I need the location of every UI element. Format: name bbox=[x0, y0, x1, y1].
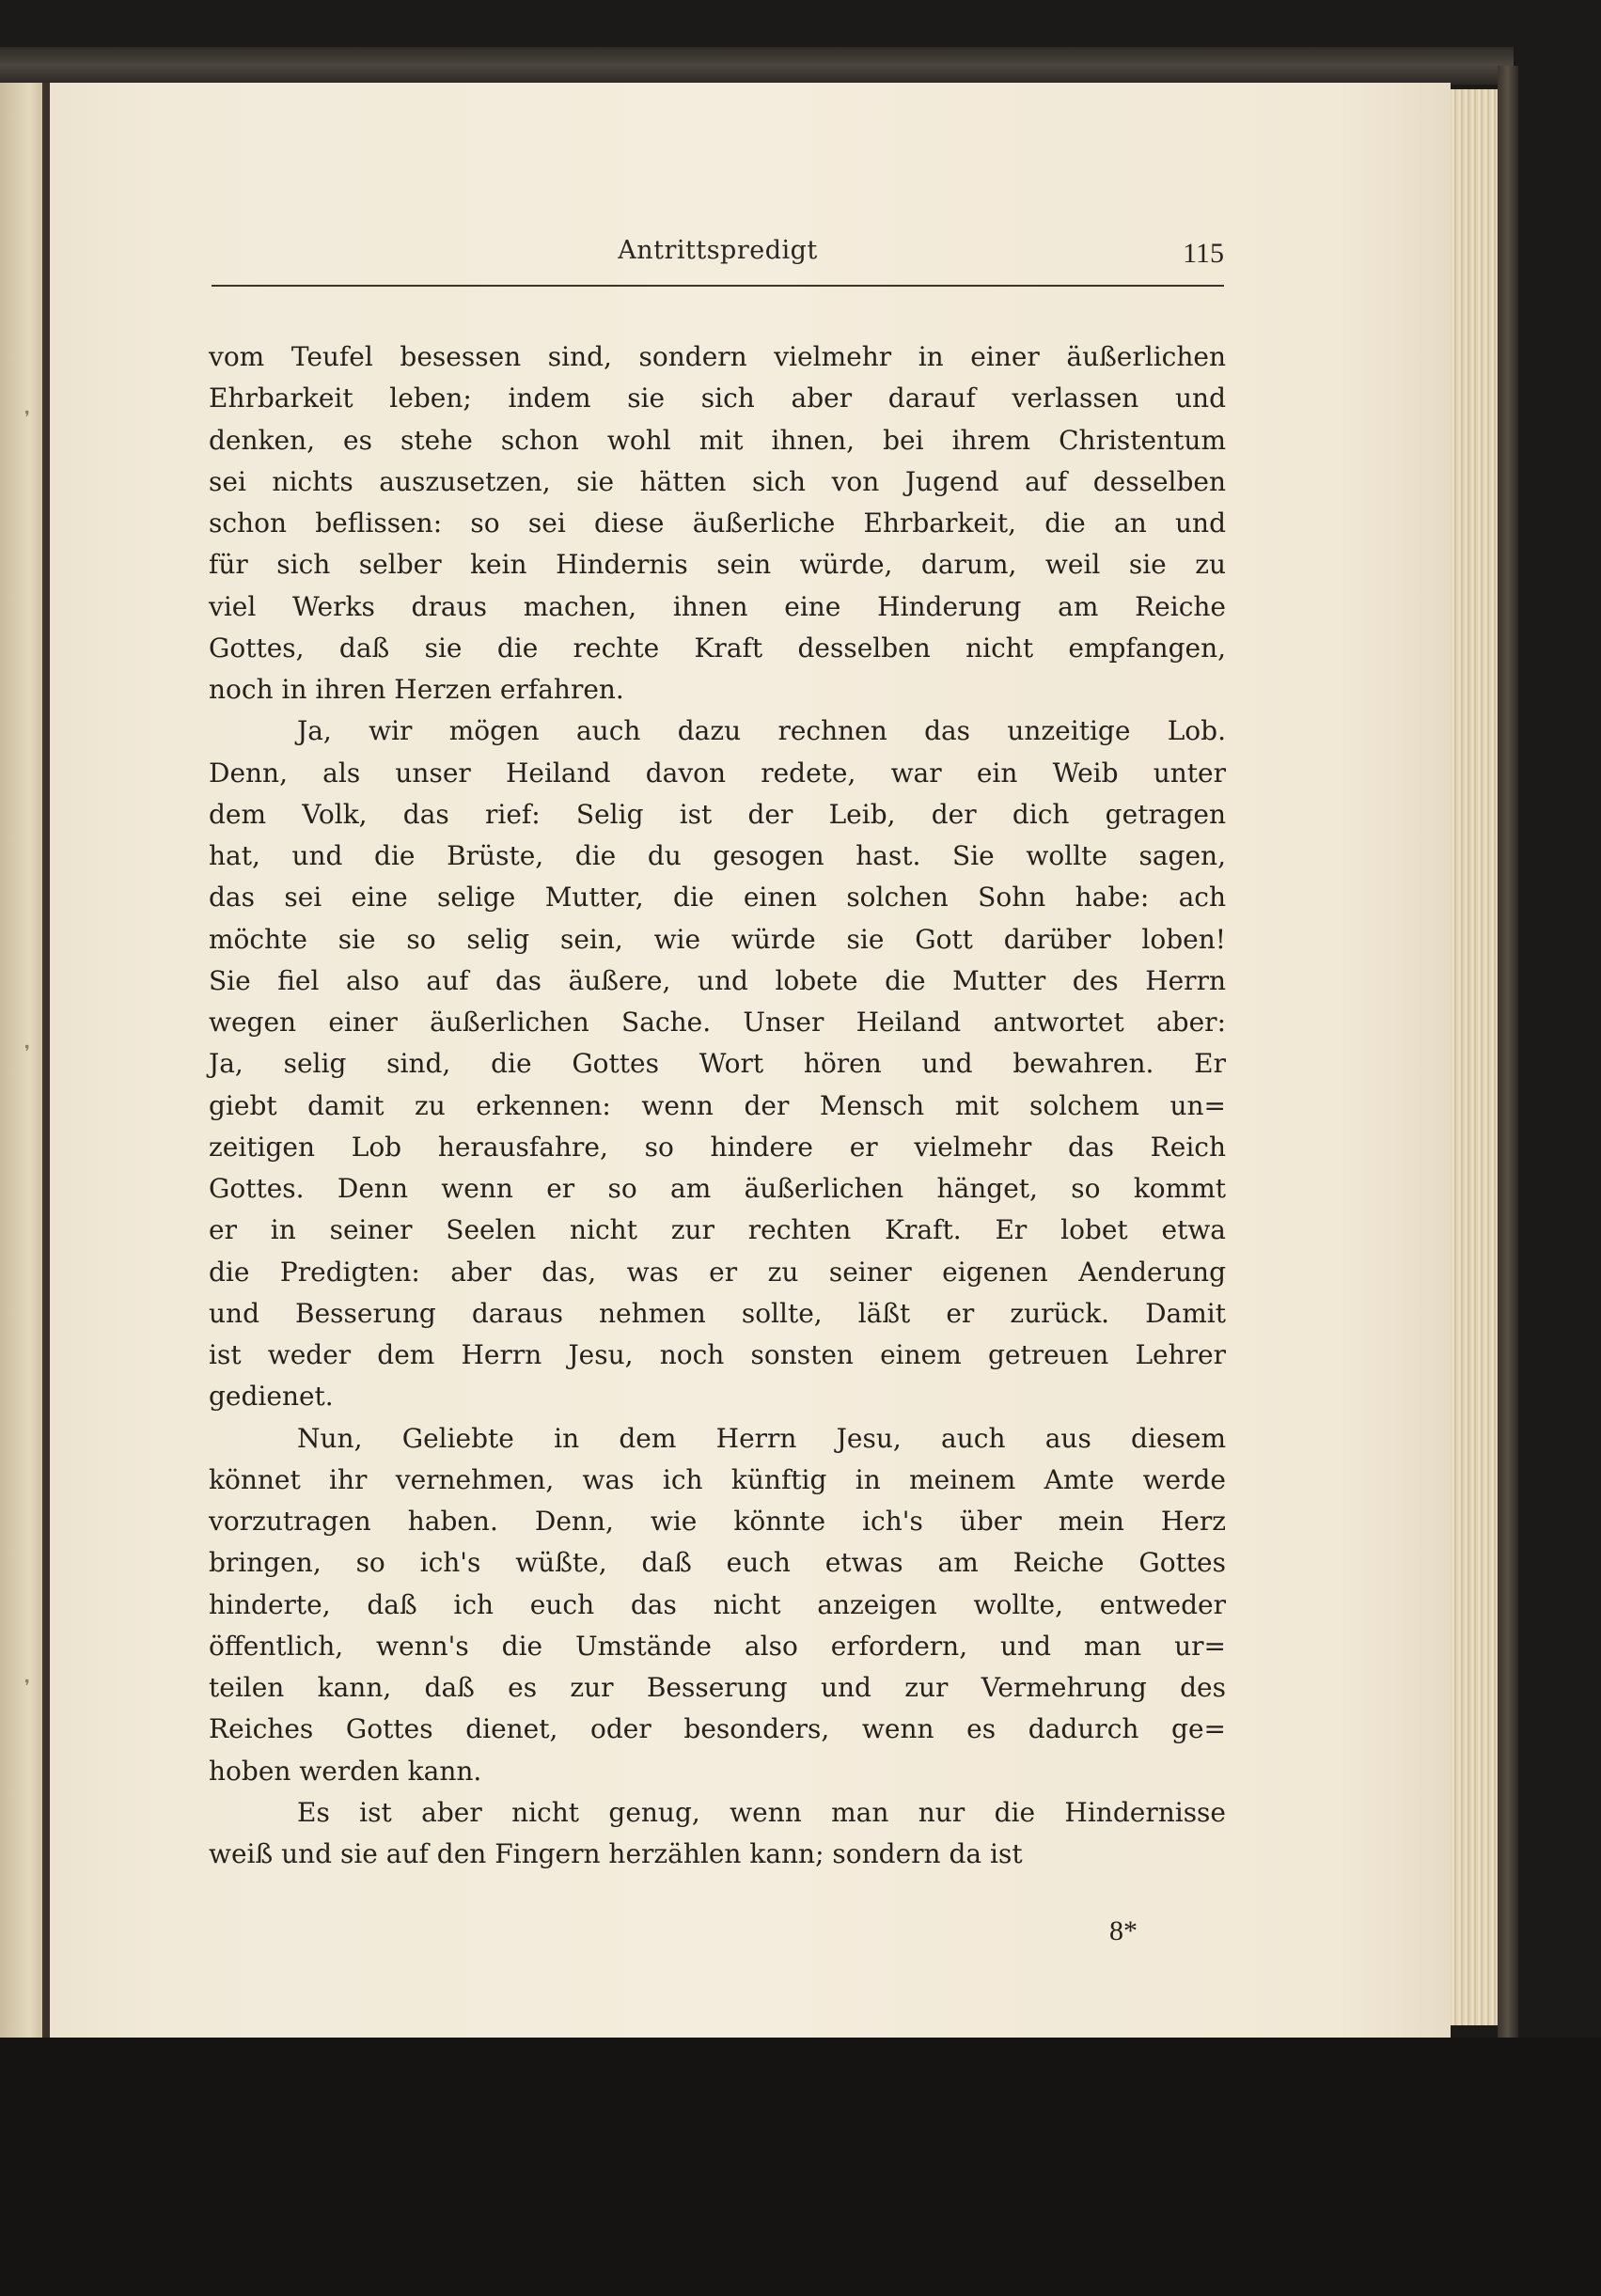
text-line: die Predigten: aber das, was er zu seiner eigenen Aenderung bbox=[209, 1256, 1226, 1288]
paragraph bbox=[209, 336, 1226, 711]
text-line: Gottes. Denn wenn er so am äußerlichen hänget, so kommt bbox=[209, 1173, 1226, 1204]
text-line: Denn, als unser Heiland davon redete, war ein Weib unter bbox=[209, 757, 1226, 789]
text-line: möchte sie so selig sein, wie würde sie Gott darüber loben! bbox=[209, 923, 1226, 955]
text-line: er in seiner Seelen nicht zur rechten Kraft. Er lobet etwa bbox=[209, 1214, 1226, 1246]
book-cover-edge bbox=[1498, 66, 1518, 2049]
running-title: Antrittspredigt bbox=[618, 236, 818, 265]
text-line: Ehrbarkeit leben; indem sie sich aber darauf verlassen und bbox=[209, 383, 1226, 414]
page-number: 115 bbox=[1183, 238, 1224, 269]
body-text bbox=[209, 336, 1226, 1875]
text-line: gedienet. bbox=[209, 1381, 334, 1413]
text-line: zeitigen Lob herausfahre, so hindere er vielmehr das Reich bbox=[209, 1131, 1226, 1163]
text-line: wegen einer äußerlichen Sache. Unser Heiland antwortet aber: bbox=[209, 1007, 1226, 1038]
text-line: und Besserung daraus nehmen sollte, läßt er zurück. Damit bbox=[209, 1297, 1226, 1329]
text-line: giebt damit zu erkennen: wenn der Mensch mit solchem un= bbox=[209, 1089, 1226, 1121]
text-line: hinderte, daß ich euch das nicht anzeigen wollte, entweder bbox=[209, 1588, 1226, 1620]
page-stack-edges bbox=[1451, 89, 1498, 2025]
binding-thread-mark: ❜ bbox=[24, 1677, 30, 1696]
scan-top-edge bbox=[0, 47, 1514, 85]
text-line: vorzutragen haben. Denn, wie könnte ich's über mein Herz bbox=[209, 1506, 1226, 1537]
text-line: öffentlich, wenn's die Umstände also erfordern, und man ur= bbox=[209, 1630, 1226, 1662]
text-line: Sie fiel also auf das äußere, und lobete die Mutter des Herrn bbox=[209, 964, 1226, 996]
text-line: noch in ihren Herzen erfahren. bbox=[209, 674, 624, 705]
paragraph bbox=[209, 711, 1226, 1417]
text-line: bringen, so ich's wüßte, daß euch etwas am Reiche Gottes bbox=[209, 1547, 1226, 1579]
signature-mark: 8* bbox=[1109, 1915, 1138, 1946]
text-line: weiß und sie auf den Fingern herzählen kann; sondern da ist bbox=[209, 1838, 1023, 1869]
text-line: vom Teufel besessen sind, sondern vielmehr in einer äußerlichen bbox=[209, 341, 1226, 372]
text-line: hat, und die Brüste, die du gesogen hast. Sie wollte sagen, bbox=[209, 840, 1226, 871]
binding-thread-mark: ❜ bbox=[24, 1042, 30, 1062]
facing-page-edge bbox=[0, 83, 42, 2038]
scan-bottom-edge bbox=[0, 2038, 1601, 2296]
text-line: Ja, selig sind, die Gottes Wort hören und bewahren. Er bbox=[209, 1048, 1226, 1080]
text-line: Es ist aber nicht genug, wenn man nur die Hindernisse bbox=[297, 1796, 1226, 1828]
text-line: denken, es stehe schon wohl mit ihnen, bei ihrem Christentum bbox=[209, 424, 1226, 456]
header-rule bbox=[212, 285, 1224, 287]
running-head bbox=[212, 230, 1224, 287]
text-line: hoben werden kann. bbox=[209, 1755, 482, 1787]
book-gutter bbox=[42, 83, 50, 2038]
paragraph bbox=[209, 1792, 1226, 1876]
text-line: Gottes, daß sie die rechte Kraft desselben nicht empfangen, bbox=[209, 632, 1226, 664]
text-line: für sich selber kein Hindernis sein würde, darum, weil sie zu bbox=[209, 549, 1226, 581]
text-line: teilen kann, daß es zur Besserung und zur Vermehrung des bbox=[209, 1672, 1226, 1703]
paragraph bbox=[209, 1418, 1226, 1792]
text-line: dem Volk, das rief: Selig ist der Leib, der dich getragen bbox=[209, 798, 1226, 830]
text-line: schon beflissen: so sei diese äußerliche Ehrbarkeit, die an und bbox=[209, 508, 1226, 539]
text-line: ist weder dem Herrn Jesu, noch sonsten einem getreuen Lehrer bbox=[209, 1339, 1226, 1370]
text-line: viel Werks draus machen, ihnen eine Hinderung am Reiche bbox=[209, 590, 1226, 622]
text-line: Ja, wir mögen auch dazu rechnen das unzeitige Lob. bbox=[297, 715, 1226, 747]
text-line: Nun, Geliebte in dem Herrn Jesu, auch aus diesem bbox=[297, 1422, 1226, 1454]
text-line: Reiches Gottes dienet, oder besonders, wenn es dadurch ge= bbox=[209, 1713, 1226, 1745]
text-line: könnet ihr vernehmen, was ich künftig in meinem Amte werde bbox=[209, 1463, 1226, 1495]
text-line: das sei eine selige Mutter, die einen solchen Sohn habe: ach bbox=[209, 882, 1226, 914]
binding-thread-mark: ❜ bbox=[24, 408, 30, 428]
text-line: sei nichts auszusetzen, sie hätten sich von Jugend auf desselben bbox=[209, 465, 1226, 497]
